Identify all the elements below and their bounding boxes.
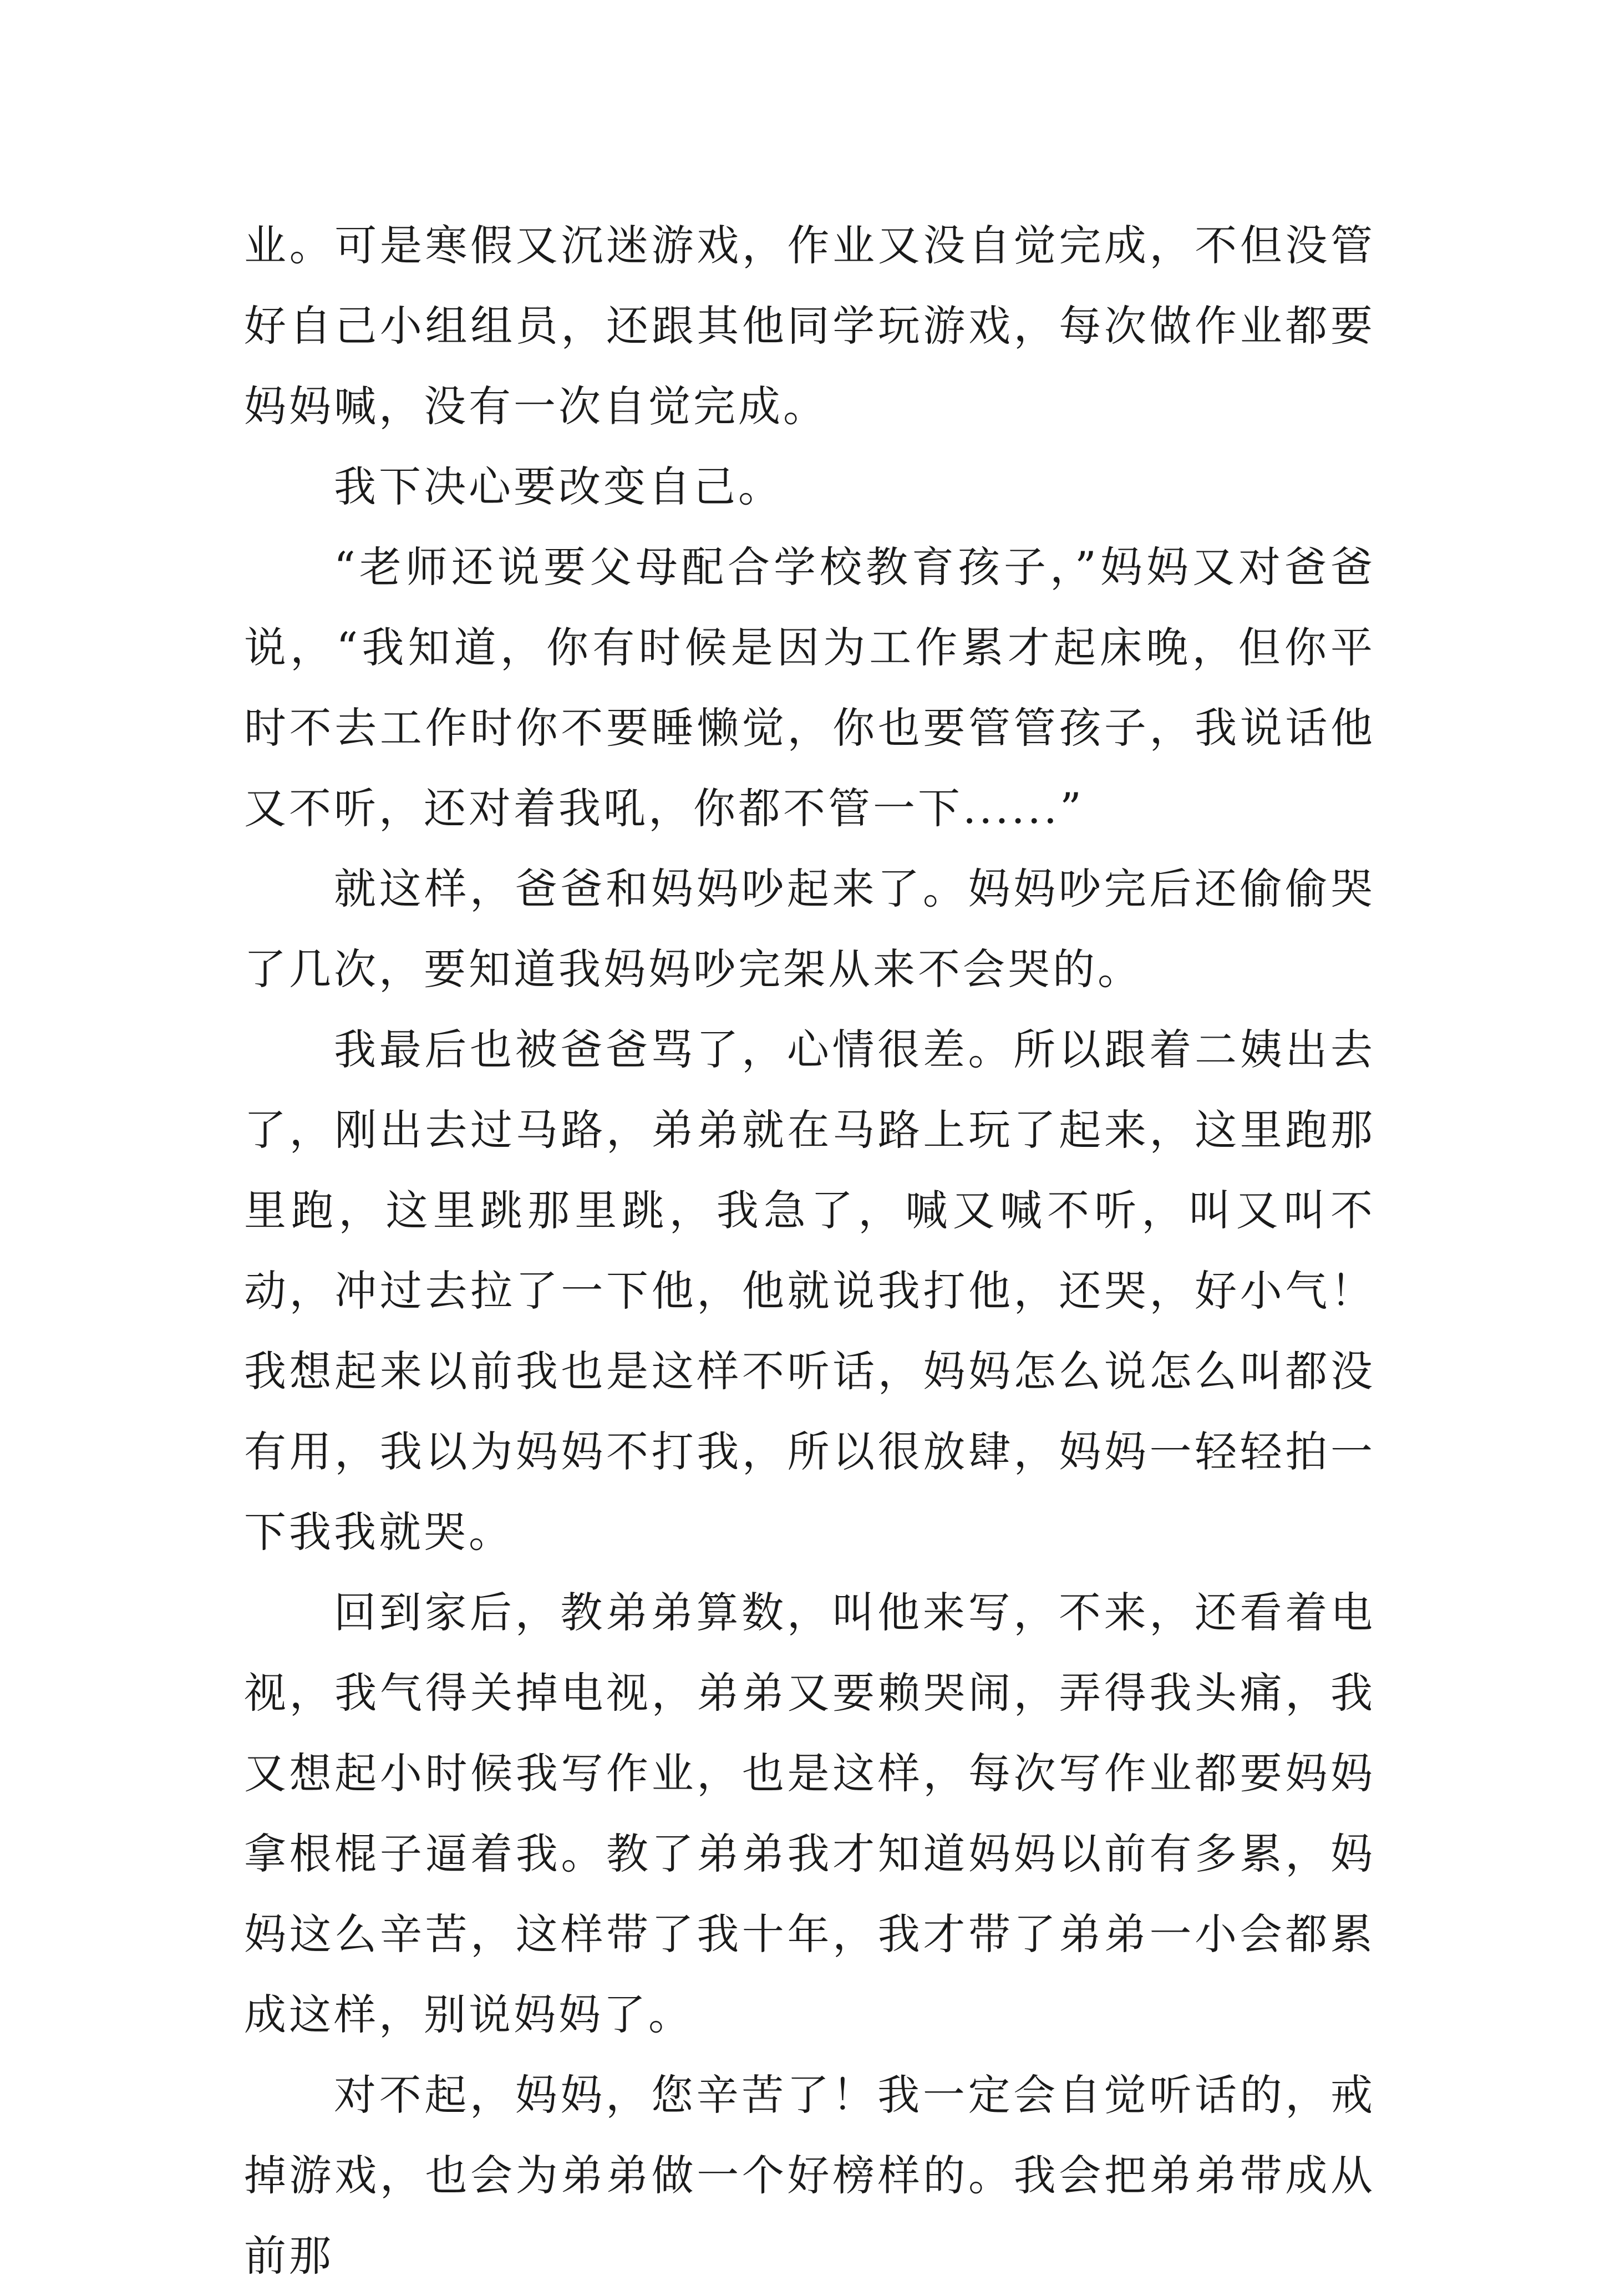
paragraph-1: 业。可是寒假又沉迷游戏，作业又没自觉完成，不但没管好自己小组组员，还跟其他同学玩游戏，每次做作业都要妈妈喊，没有一次自觉完成。 [244, 221, 1375, 431]
paragraph-6: 回到家后，教弟弟算数，叫他来写，不来，还看着电视，我气得关掉电视，弟弟又要赖哭闹，弄得我头痛，我又想起小时候我写作业，也是这样，每次写作业都要妈妈拿根棍子逼着我。教了弟弟我才知道妈妈以前有多累，妈妈这么辛苦，这样带了我十年，我才带了弟弟一小会都累成这样，别说妈妈了。 [244, 1588, 1375, 2039]
paragraph-4: 就这样，爸爸和妈妈吵起来了。妈妈吵完后还偷偷哭了几次，要知道我妈妈吵完架从来不会哭的。 [244, 864, 1375, 994]
paragraph-7: 对不起，妈妈，您辛苦了！我一定会自觉听话的，戒掉游戏，也会为弟弟做一个好榜样的。我会把弟弟带成从前那 [244, 2070, 1375, 2280]
paragraph-3: “老师还说要父母配合学校教育孩子，”妈妈又对爸爸说，“我知道，你有时候是因为工作累才起床晚，但你平时不去工作时你不要睡懒觉，你也要管管孩子，我说话他又不听，还对着我吼，你都不管一下......” [244, 542, 1375, 833]
paragraph-2: 我下决心要改变自己。 [334, 462, 783, 511]
paragraph-5: 我最后也被爸爸骂了，心情很差。所以跟着二姨出去了，刚出去过马路，弟弟就在马路上玩了起来，这里跑那里跑，这里跳那里跳，我急了，喊又喊不听，叫又叫不动，冲过去拉了一下他，他就说我打他，还哭，好小气！我想起来以前我也是这样不听话，妈妈怎么说怎么叫都没有用，我以为妈妈不打我，所以很放肆，妈妈一轻轻拍一下我我就哭。 [244, 1025, 1375, 1557]
body-text [244, 205, 1375, 2296]
